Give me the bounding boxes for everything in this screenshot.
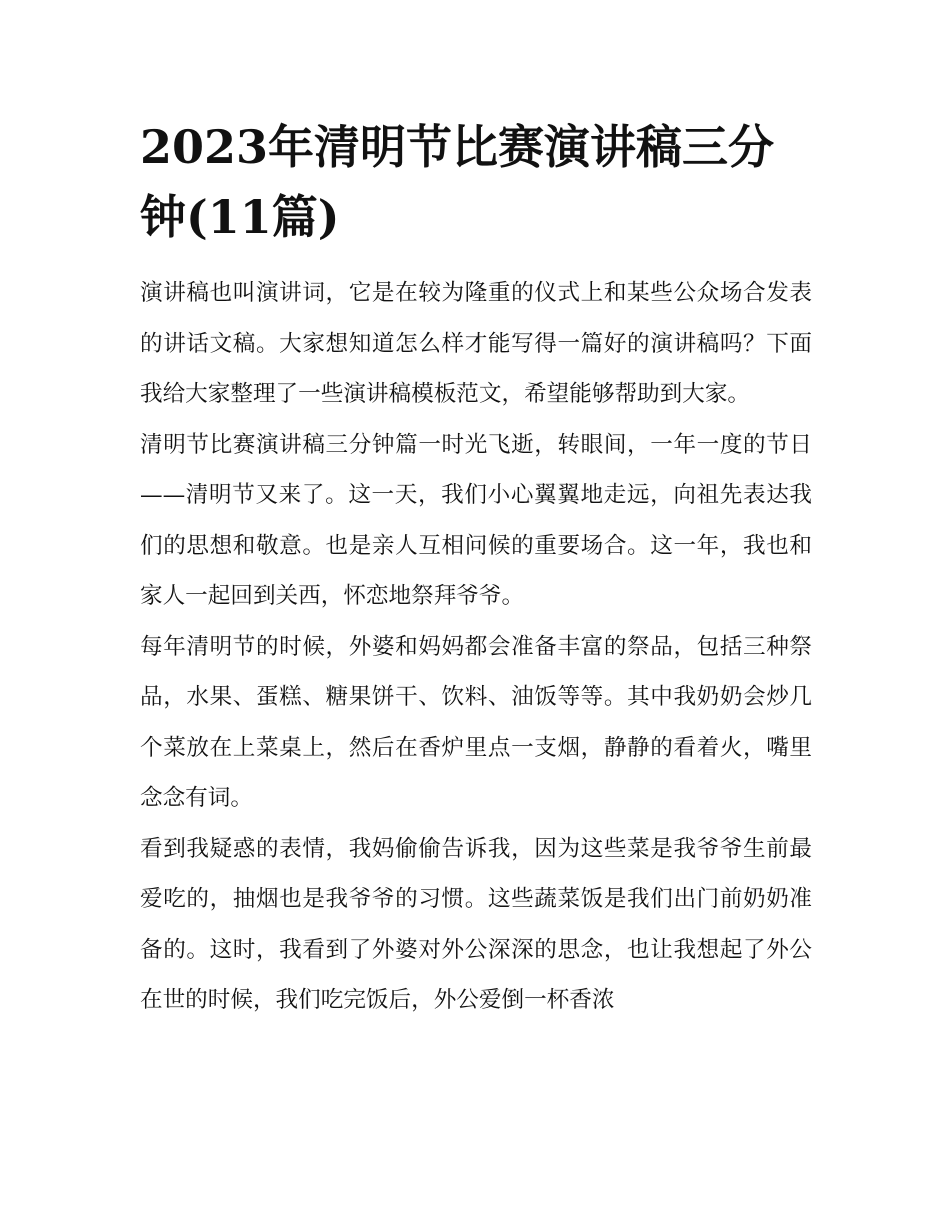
- paragraph-intro: 演讲稿也叫演讲词，它是在较为隆重的仪式上和某些公众场合发表的讲话文稿。大家想知道怎么样才能写得一篇好的演讲稿吗？下面我给大家整理了一些演讲稿模板范文，希望能够帮助到大家。: [140, 280, 812, 407]
- document-title: 2023年清明节比赛演讲稿三分钟(11篇): [140, 120, 775, 244]
- paragraph-speech-one: 清明节比赛演讲稿三分钟篇一时光飞逝，转眼间，一年一度的节日——清明节又来了。这一天，我们小心翼翼地走远，向祖先表达我们的思想和敬意。也是亲人互相问候的重要场合。这一年，我也和家人一起回到关西，怀恋地祭拜爷爷。: [140, 431, 812, 609]
- paragraph-offerings: 每年清明节的时候，外婆和妈妈都会准备丰富的祭品，包括三种祭品，水果、蛋糕、糖果饼干、饮料、油饭等等。其中我奶奶会炒几个菜放在上菜桌上，然后在香炉里点一支烟，静静的看着火，嘴里念念有词。: [140, 633, 812, 811]
- document-page: [140, 112, 812, 1026]
- paragraph-memories: 看到我疑惑的表情，我妈偷偷告诉我，因为这些菜是我爷爷生前最爱吃的，抽烟也是我爷爷的习惯。这些蔬菜饭是我们出门前奶奶准备的。这时，我看到了外婆对外公深深的思念，也让我想起了外公在世的时候，我们吃完饭后，外公爱倒一杯香浓: [140, 835, 812, 1013]
- document-body: [140, 268, 812, 1026]
